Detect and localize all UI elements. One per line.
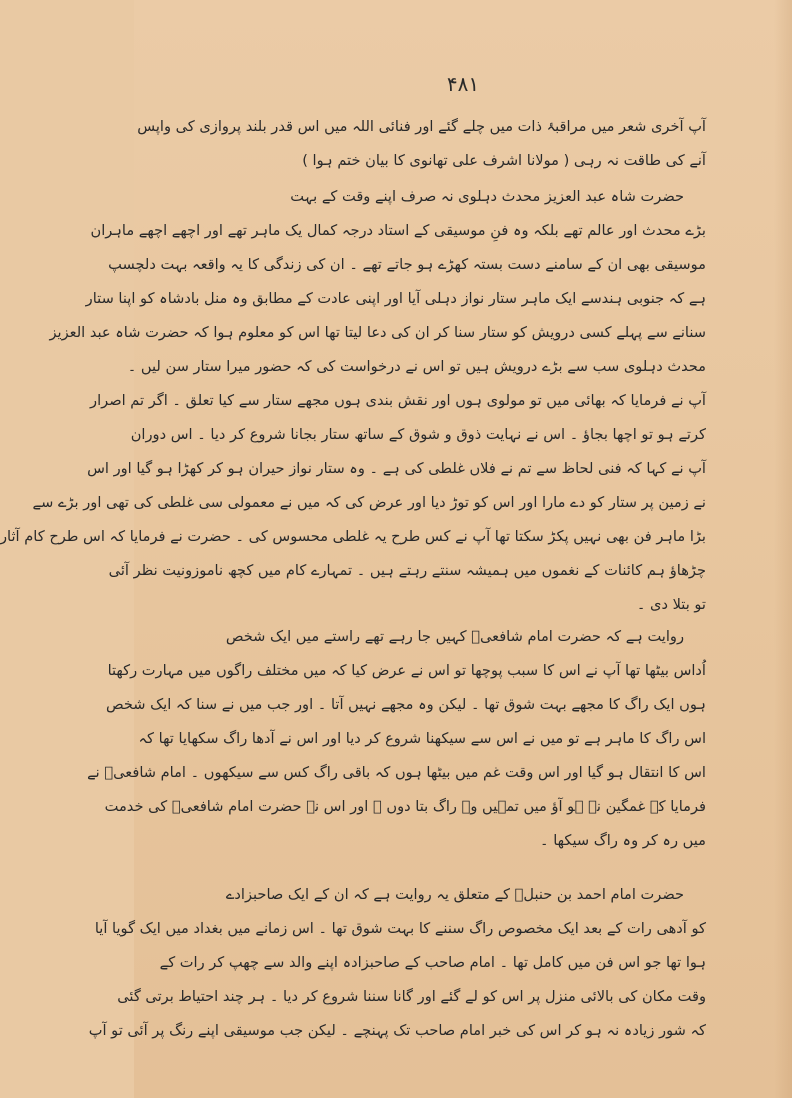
paragraph-1 <box>137 110 706 178</box>
paragraph-3 <box>87 620 706 858</box>
paragraph-2 <box>0 180 706 622</box>
text-line: اس راگ کا ماہر ہے تو میں نے اس سے سیکھنا شروع کر دیا اور اس نے آدھا راگ سکھایا تھا کہ <box>138 730 706 747</box>
text-line: سنانے سے پہلے کسی درویش کو ستار سنا کر ان کی دعا لیتا تھا اس کو معلوم ہوا کہ حضرت شاہ عبد العزیز <box>49 324 706 341</box>
text-line: حضرت امام احمد بن حنبلؒ کے متعلق یہ روایت ہے کہ ان کے ایک صاحبزادے <box>225 886 684 903</box>
page-number: ۴۸۱ <box>446 72 480 96</box>
text-line: ہوں ایک راگ کا مجھے بہت شوق تھا ۔ لیکن وہ مجھے نہیں آتا ۔ اور جب میں نے سنا کہ ایک شخص <box>105 696 706 713</box>
text-line: آنے کی طاقت نہ رہی ( مولانا اشرف علی تھانوی کا بیان ختم ہوا ) <box>302 152 706 169</box>
text-line: موسیقی بھی ان کے سامنے دست بستہ کھڑے ہو جاتے تھے ۔ ان کی زندگی کا یہ واقعہ بہت دلچسپ <box>108 256 706 273</box>
text-line: حضرت شاہ عبد العزیز محدث دہلوی نہ صرف اپنے وقت کے بہت <box>290 188 684 205</box>
text-line: روایت ہے کہ حضرت امام شافعیؒ کہیں جا رہے تھے راستے میں ایک شخص <box>225 628 684 645</box>
text-line: چڑھاؤ ہم کائنات کے نغموں میں ہمیشہ سنتے رہتے ہیں ۔ تمہارے کام میں کچھ ناموزونیت نظر آئی <box>108 562 706 579</box>
text-line: آپ آخری شعر میں مراقبۂ ذات میں چلے گئے اور فنائی اللہ میں اس قدر بلند پروازی کی واپس <box>137 118 706 135</box>
text-line: اُداس بیٹھا تھا آپ نے اس کا سبب پوچھا تو اس نے عرض کیا کہ میں مختلف راگوں میں مہارت رکھتا <box>107 662 706 679</box>
text-line: ہوا تھا جو اس فن میں کامل تھا ۔ امام صاحب کے صاحبزادہ اپنے والد سے چھپ کر رات کے <box>159 954 706 971</box>
text-line: ہے کہ جنوبی ہندسے ایک ماہر ستار نواز دہلی آیا اور اپنی عادت کے مطابق وہ منل بادشاہ کو اپنا ستار <box>85 290 706 307</box>
text-line: کو آدھی رات کے بعد ایک مخصوص راگ سننے کا بہت شوق تھا ۔ اس زمانے میں بغداد میں ایک گویا آیا <box>94 920 706 937</box>
text-line: فرمایا کہ غمگین نہ ہو آؤ میں تمہیں وہ راگ بتا دوں ۔ اور اس نے حضرت امام شافعیؒ کی خدمت <box>104 798 706 815</box>
text-line: کہ شور زیادہ نہ ہو کر اس کی خبر امام صاحب تک پہنچے ۔ لیکن جب موسیقی اپنے رنگ پر آئی تو آپ <box>88 1022 706 1039</box>
text-line: کرتے ہو تو اچھا بجاؤ ۔ اس نے نہایت ذوق و شوق کے ساتھ ستار بجانا شروع کر دیا ۔ اس دوران <box>130 426 706 443</box>
text-line: آپ نے کہا کہ فنی لحاظ سے تم نے فلاں غلطی کی ہے ۔ وہ ستار نواز حیران ہو کر کھڑا ہو گیا اور اس <box>87 460 706 477</box>
page-edge-shadow <box>774 0 792 1098</box>
text-line: محدث دہلوی سب سے بڑے درویش ہیں تو اس نے درخواست کی کہ حضور میرا ستار سن لیں ۔ <box>127 358 706 375</box>
text-line: آپ نے فرمایا کہ بھائی میں تو مولوی ہوں اور نقش بندی ہوں مجھے ستار سے کیا تعلق ۔ اگر تم اصرار <box>90 392 706 409</box>
text-line: تو بتلا دی ۔ <box>636 596 706 613</box>
text-line: اس کا انتقال ہو گیا اور اس وقت غم میں بیٹھا ہوں کہ باقی راگ کس سے سیکھوں ۔ امام شافعیؒ نے <box>87 764 706 781</box>
text-line: وقت مکان کی بالائی منزل پر اس کو لے گئے اور گانا سننا شروع کر دیا ۔ ہر چند احتیاط برتی گئی <box>117 988 706 1005</box>
text-line: بڑا ماہر فن بھی نہیں پکڑ سکتا تھا آپ نے کس طرح یہ غلطی محسوس کی ۔ حضرت نے فرمایا کہ اس طرح کام آثار <box>0 528 706 545</box>
text-line: میں رہ کر وہ راگ سیکھا ۔ <box>540 832 706 849</box>
text-line: نے زمین پر ستار کو دے مارا اور اس کو توڑ دیا اور عرض کی کہ میں نے معمولی سی غلطی کی تھی اور بڑے سے <box>32 494 706 511</box>
paragraph-4 <box>88 878 706 1048</box>
text-line: بڑے محدث اور عالم تھے بلکہ وہ فنِ موسیقی کے استاد درجہ کمال یک ماہر تھے اور اچھے اچھے ماہران <box>90 222 706 239</box>
